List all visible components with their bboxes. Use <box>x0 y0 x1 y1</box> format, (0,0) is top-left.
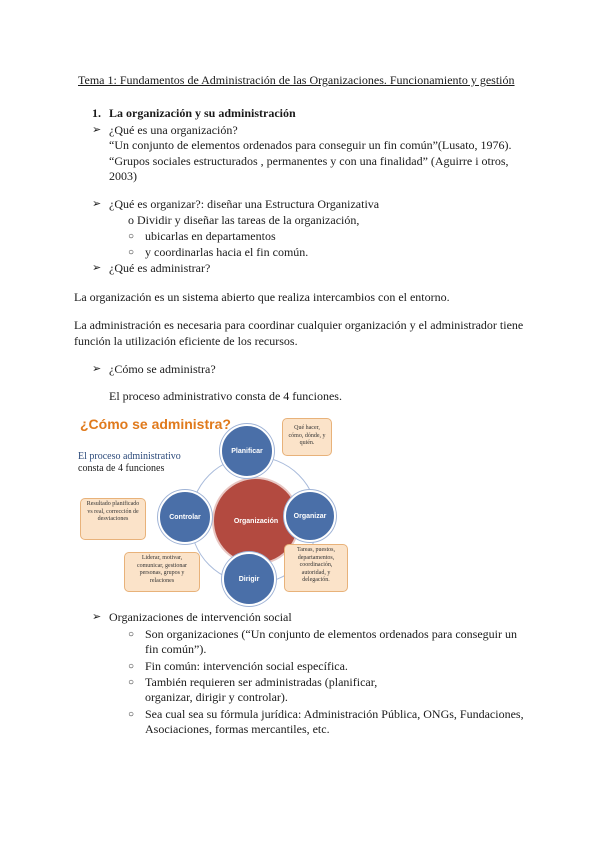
node-organizar: Organizar <box>284 490 336 542</box>
arrow-bullet-icon: ➢ <box>92 262 102 274</box>
social-item-4: Sea cual sea su fórmula jurídica: Administración Pública, ONGs, Fundaciones, <box>145 707 524 721</box>
paragraph-open-system: La organización es un sistema abierto que realiza intercambios con el entorno. <box>74 290 450 304</box>
node-planificar: Planificar <box>220 424 274 478</box>
circle-bullet-icon: ○ <box>128 629 135 640</box>
section2-heading: Organizaciones de intervención social <box>109 610 292 624</box>
process-text: El proceso administrativo consta de 4 funciones. <box>109 389 342 403</box>
organize-item-3: y coordinarlas hacia el fin común. <box>145 245 309 259</box>
diagram-title: ¿Cómo se administra? <box>80 416 231 432</box>
circle-bullet-icon: ○ <box>128 677 135 688</box>
node-controlar: Controlar <box>158 490 212 544</box>
social-item-1: Son organizaciones (“Un conjunto de elementos ordenados para conseguir un <box>145 627 517 641</box>
social-item-3-cont: organizar, dirigir y controlar). <box>145 690 288 704</box>
bubble-controlar: Resultado planificado vs real, corrección de desviaciones <box>80 498 146 540</box>
definition-lusato: “Un conjunto de elementos ordenados para conseguir un fin común”(Lusato, 1976). <box>109 138 512 152</box>
social-item-1-cont: fin común”). <box>145 642 207 656</box>
social-item-4-cont: Asociaciones, formas mercantiles, etc. <box>145 722 330 736</box>
question-how-administer: ¿Cómo se administra? <box>109 362 216 376</box>
question-organization: ¿Qué es una organización? <box>109 123 238 137</box>
section-number: 1. <box>92 106 101 120</box>
circle-bullet-icon: ○ <box>128 247 135 258</box>
organize-item-2: ubicarlas en departamentos <box>145 229 276 243</box>
question-organize: ¿Qué es organizar?: diseñar una Estructura Organizativa <box>109 197 380 211</box>
admin-process-diagram <box>78 412 356 608</box>
bubble-organizar: Tareas, puestos, departamentos, coordinación, autoridad, y delegación. <box>284 544 348 592</box>
center-organizacion-circle: Organización <box>212 477 300 565</box>
paragraph-administration-2: función la utilización eficiente de los recursos. <box>74 334 298 348</box>
arrow-bullet-icon: ➢ <box>92 363 102 375</box>
organize-item-1: o Dividir y diseñar las tareas de la organización, <box>128 213 360 227</box>
arrow-bullet-icon: ➢ <box>92 611 102 623</box>
paragraph-administration-1: La administración es necesaria para coordinar cualquier organización y el administrador tiene <box>74 318 524 332</box>
document-title: Tema 1: Fundamentos de Administración de las Organizaciones. Funcionamiento y gestión <box>78 73 515 87</box>
diagram-subtitle-2: consta de 4 funciones <box>78 463 165 474</box>
circle-bullet-icon: ○ <box>128 661 135 672</box>
definition-aguirre: “Grupos sociales estructurados , permanentes y con una finalidad” (Aguirre i otros, <box>109 154 509 168</box>
definition-aguirre-year: 2003) <box>109 169 137 183</box>
bubble-dirigir: Liderar, motivar, comunicar, gestionar personas, grupos y relaciones <box>124 552 200 592</box>
social-item-2: Fin común: intervención social específica. <box>145 659 348 673</box>
node-dirigir: Dirigir <box>222 552 276 606</box>
social-item-3: También requieren ser administradas (planificar, <box>145 675 378 689</box>
question-administer: ¿Qué es administrar? <box>109 261 211 275</box>
arrow-bullet-icon: ➢ <box>92 198 102 210</box>
bubble-planificar: Qué hacer, cómo, dónde, y quién. <box>282 418 332 456</box>
section-heading: La organización y su administración <box>109 106 296 120</box>
circle-bullet-icon: ○ <box>128 709 135 720</box>
arrow-bullet-icon: ➢ <box>92 124 102 136</box>
circle-bullet-icon: ○ <box>128 231 135 242</box>
diagram-subtitle-1: El proceso administrativo <box>78 451 181 462</box>
